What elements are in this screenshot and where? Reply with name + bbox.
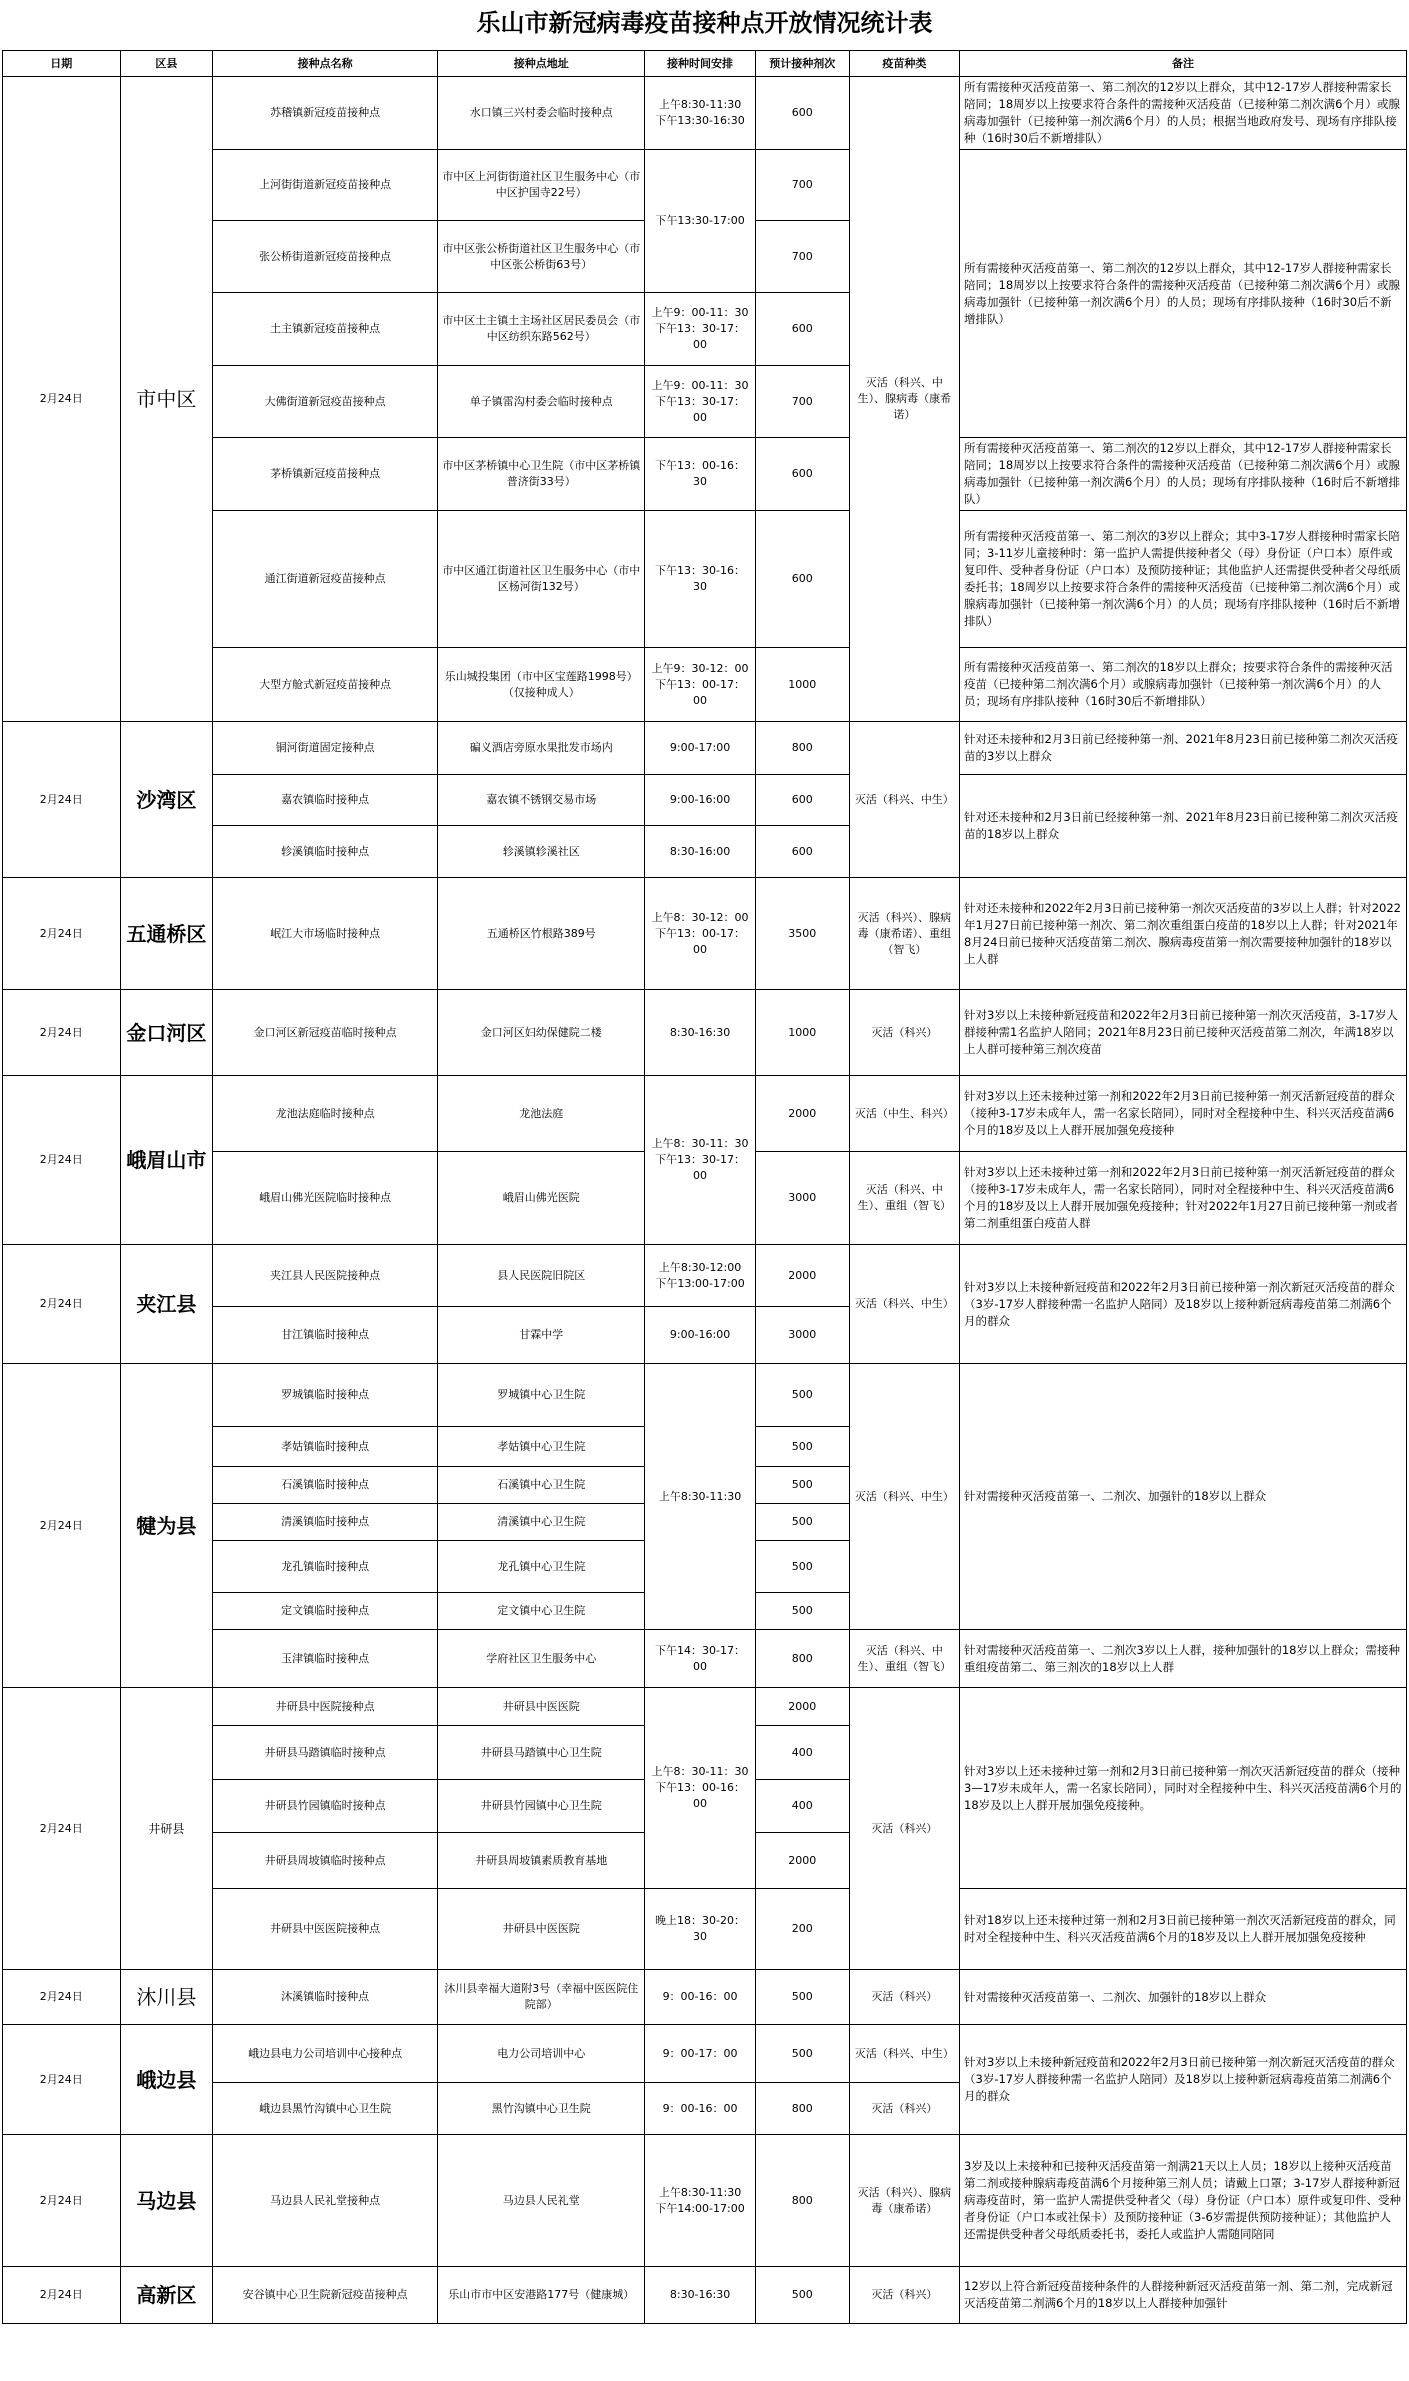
site-name: 通江街道新冠疫苗接种点: [213, 511, 438, 648]
site-address: 五通桥区竹根路389号: [438, 878, 645, 990]
district-cell: 沐川县: [120, 1970, 213, 2025]
time-text: 上午8:30-11:30 下午13:30-16:30: [655, 98, 745, 127]
site-address: 水口镇三兴村委会临时接种点: [438, 77, 645, 150]
site-address: 电力公司培训中心: [438, 2025, 645, 2083]
time-cell: 下午13：00-16：30: [645, 438, 755, 511]
time-cell: [645, 1688, 755, 1889]
doses-cell: 700: [755, 221, 849, 293]
table-row: [3, 1630, 1407, 1688]
site-name: 峨边县电力公司培训中心接种点: [213, 2025, 438, 2083]
table-row: [3, 150, 1407, 221]
district-cell: 犍为县: [120, 1364, 213, 1688]
header-date: 日期: [3, 51, 121, 77]
site-name: 井研县马踏镇临时接种点: [213, 1726, 438, 1780]
doses-cell: 200: [755, 1889, 849, 1970]
time-cell: 上午8:30-11:30: [645, 1364, 755, 1630]
date-cell: 2月24日: [3, 722, 121, 878]
district-cell: 峨边县: [120, 2025, 213, 2135]
doses-cell: 2000: [755, 1245, 849, 1307]
table-row: [3, 878, 1407, 990]
doses-cell: 500: [755, 1364, 849, 1427]
site-address: 市中区上河街街道社区卫生服务中心（市中区护国寺22号）: [438, 150, 645, 221]
site-name: 峨边县黑竹沟镇中心卫生院: [213, 2083, 438, 2135]
doses-cell: 500: [755, 1970, 849, 2025]
remarks-cell: 针对3岁以上还未接种过第一剂和2022年2月3日前已接种第一剂灭活新冠疫苗的群众（接种3-17岁未成年人，需一名家长陪同），同时对全程接种中生、科兴灭活疫苗满6个月的18岁及以上人群开展加强免疫接种: [960, 1076, 1407, 1152]
time-text: 上午8:30-12:00 下午13:00-17:00: [655, 1260, 745, 1290]
remarks-cell: 所有需接种灭活疫苗第一、第二剂次的12岁以上群众，其中12-17岁人群接种需家长陪同；18周岁以上按要求符合条件的需接种灭活疫苗（已接种第二剂次满6个月）或腺病毒加强针（已接种第一剂次满6个月）的人员；根据当地政府发号、现场有序排队接种（16时30后不新增排队）: [960, 77, 1407, 150]
time-cell: 下午13:30-17:00: [645, 150, 755, 293]
remarks-cell: 所有需接种灭活疫苗第一、第二剂次的12岁以上群众，其中12-17岁人群接种需家长陪同；18周岁以上按要求符合条件的需接种灭活疫苗（已接种第二剂次满6个月）或腺病毒加强针（已接种第一剂次满6个月）的人员；现场有序排队接种（16时后不新增排队）: [960, 438, 1407, 511]
doses-cell: 500: [755, 2025, 849, 2083]
site-name: 玉津镇临时接种点: [213, 1630, 438, 1688]
table-row: [3, 2135, 1407, 2267]
district-cell: 峨眉山市: [120, 1076, 213, 1245]
remarks-cell: 所有需接种灭活疫苗第一、第二剂次的3岁以上群众；其中3-17岁人群接种时需家长陪同；3-11岁儿童接种时：第一监护人需提供接种者父（母）身份证（户口本）原件或复印件、受种者身份证（户口本）及预防接种证；其他监护人还需提供受种者父母纸质委托书；18周岁以上按要求符合条件的需接种灭活疫苗（已接种第二剂次满6个月）或腺病毒加强针（已接种第一剂次满6个月）的人员；现场有序排队接种（16时后不新增排队）: [960, 511, 1407, 648]
time-cell: 8:30-16:00: [645, 826, 755, 878]
remarks-cell: 针对需接种灭活疫苗第一、二剂次3岁以上人群，接种加强针的18岁以上群众；需接种重组疫苗第二、第三剂次的18岁以上人群: [960, 1630, 1407, 1688]
time-text: 上午8：30-11：30 下午13：30-17：00: [651, 1137, 749, 1182]
time-cell: 9：00-16：00: [645, 2083, 755, 2135]
doses-cell: 800: [755, 2083, 849, 2135]
table-row: [3, 648, 1407, 722]
time-cell: 9：00-16：00: [645, 1970, 755, 2025]
header-remarks: 备注: [960, 51, 1407, 77]
table-row: [3, 77, 1407, 150]
site-address: 市中区张公桥街道社区卫生服务中心（市中区张公桥街63号）: [438, 221, 645, 293]
site-address: 嘉农镇不锈钢交易市场: [438, 775, 645, 826]
district-cell: 马边县: [120, 2135, 213, 2267]
site-name: 井研县竹园镇临时接种点: [213, 1780, 438, 1833]
site-name: 茅桥镇新冠疫苗接种点: [213, 438, 438, 511]
header-time: 接种时间安排: [645, 51, 755, 77]
date-cell: 2月24日: [3, 878, 121, 990]
remarks-cell: 针对还未接种和2月3日前已经接种第一剂、2021年8月23日前已接种第二剂次灭活疫苗的18岁以上群众: [960, 775, 1407, 878]
site-name: 大佛街道新冠疫苗接种点: [213, 366, 438, 438]
doses-cell: 400: [755, 1780, 849, 1833]
doses-cell: 1000: [755, 648, 849, 722]
doses-cell: 500: [755, 1427, 849, 1467]
vaccine-cell: 灭活（科兴）: [849, 990, 959, 1076]
site-name: 井研县中医医院接种点: [213, 1889, 438, 1970]
doses-cell: 500: [755, 1593, 849, 1630]
site-name: 马边县人民礼堂接种点: [213, 2135, 438, 2267]
date-cell: 2月24日: [3, 2135, 121, 2267]
site-name: 轸溪镇临时接种点: [213, 826, 438, 878]
district-cell: 五通桥区: [120, 878, 213, 990]
table-row: [3, 990, 1407, 1076]
remarks-cell: 针对3岁以上还未接种过第一剂和2月3日前已接种第一剂次灭活新冠疫苗的群众（接种3—17岁未成年人，需一名家长陪同），同时对全程接种中生、科兴灭活疫苗满6个月的18岁及以上人群开展加强免疫接种。: [960, 1688, 1407, 1889]
site-name: 沐溪镇临时接种点: [213, 1970, 438, 2025]
site-name: 上河街街道新冠疫苗接种点: [213, 150, 438, 221]
site-address: 市中区通江街道社区卫生服务中心（市中区杨河街132号）: [438, 511, 645, 648]
date-cell: 2月24日: [3, 1688, 121, 1970]
time-cell: 8:30-16:30: [645, 990, 755, 1076]
site-address: 市中区茅桥镇中心卫生院（市中区茅桥镇普济街33号）: [438, 438, 645, 511]
time-cell: 晚上18：30-20：30: [645, 1889, 755, 1970]
doses-cell: 400: [755, 1726, 849, 1780]
site-address: 乐山城投集团（市中区宝莲路1998号）（仅接种成人）: [438, 648, 645, 722]
doses-cell: 2000: [755, 1076, 849, 1152]
table-row: [3, 1889, 1407, 1970]
remarks-cell: 所有需接种灭活疫苗第一、第二剂次的12岁以上群众，其中12-17岁人群接种需家长陪同；18周岁以上按要求符合条件的需接种灭活疫苗（已接种第二剂次满6个月）或腺病毒加强针（已接种第一剂次满6个月）的人员；现场有序排队接种（16时30后不新增排队）: [960, 150, 1407, 438]
remarks-cell: 12岁以上符合新冠疫苗接种条件的人群接种新冠灭活疫苗第一剂、第二剂，完成新冠灭活疫苗第二剂满6个月的18岁以上人群接种加强针: [960, 2267, 1407, 2324]
site-address: 井研县中医医院: [438, 1889, 645, 1970]
time-cell: [645, 2135, 755, 2267]
vaccine-cell: 灭活（科兴）: [849, 1688, 959, 1970]
site-address: 甘霖中学: [438, 1307, 645, 1364]
doses-cell: 500: [755, 1467, 849, 1504]
doses-cell: 3000: [755, 1152, 849, 1245]
doses-cell: 3500: [755, 878, 849, 990]
header-site-name: 接种点名称: [213, 51, 438, 77]
header-doses: 预计接种剂次: [755, 51, 849, 77]
remarks-cell: 所有需接种灭活疫苗第一、第二剂次的18岁以上群众；按要求符合条件的需接种灭活疫苗（已接种第二剂次满6个月）或腺病毒加强针（已接种第一剂次满6个月）的人员；现场有序排队接种（16时30后不新增排队）: [960, 648, 1407, 722]
site-address: 井研县马踏镇中心卫生院: [438, 1726, 645, 1780]
site-address: 罗城镇中心卫生院: [438, 1364, 645, 1427]
vaccine-cell: 灭活（科兴）: [849, 2267, 959, 2324]
vaccine-cell: 灭活（科兴、中生）: [849, 2025, 959, 2083]
date-cell: 2月24日: [3, 77, 121, 722]
site-address: 马边县人民礼堂: [438, 2135, 645, 2267]
header-row: [3, 51, 1407, 77]
time-cell: 8:30-16:30: [645, 2267, 755, 2324]
doses-cell: 600: [755, 293, 849, 366]
time-text: 上午8：30-11：30 下午13：00-16：00: [651, 1765, 749, 1810]
remarks-cell: 针对需接种灭活疫苗第一、二剂次、加强针的18岁以上群众: [960, 1970, 1407, 2025]
site-name: 罗城镇临时接种点: [213, 1364, 438, 1427]
site-address: 单子镇雷沟村委会临时接种点: [438, 366, 645, 438]
time-cell: [645, 77, 755, 150]
vaccine-cell: 灭活（科兴、中生）: [849, 722, 959, 878]
district-cell: 金口河区: [120, 990, 213, 1076]
time-cell: 9：00-17：00: [645, 2025, 755, 2083]
vaccine-cell: 灭活（科兴）: [849, 2083, 959, 2135]
table-row: [3, 1364, 1407, 1427]
site-name: 甘江镇临时接种点: [213, 1307, 438, 1364]
site-address: 黑竹沟镇中心卫生院: [438, 2083, 645, 2135]
doses-cell: 2000: [755, 1833, 849, 1889]
vaccine-cell: 灭活（中生、科兴）: [849, 1076, 959, 1152]
remarks-cell: 针对3岁以上未接种新冠疫苗和2022年2月3日前已接种第一剂次新冠灭活疫苗的群众（3岁-17岁人群接种需一名监护人陪同）及18岁以上接种新冠病毒疫苗第二剂满6个月的群众: [960, 1245, 1407, 1364]
table-row: [3, 511, 1407, 648]
vaccination-table: [2, 50, 1407, 2324]
doses-cell: 800: [755, 2135, 849, 2267]
date-cell: 2月24日: [3, 990, 121, 1076]
table-row: [3, 2025, 1407, 2083]
doses-cell: 600: [755, 826, 849, 878]
time-cell: 下午13：30-16：30: [645, 511, 755, 648]
page-title: 乐山市新冠病毒疫苗接种点开放情况统计表: [476, 9, 933, 37]
site-address: 孝姑镇中心卫生院: [438, 1427, 645, 1467]
vaccine-cell: 灭活（科兴、中生）: [849, 1364, 959, 1630]
time-text: 上午8：30-12：00 下午13：00-17：00: [651, 910, 749, 956]
time-cell: [645, 648, 755, 722]
vaccine-cell: 灭活（科兴）: [849, 1970, 959, 2025]
table-row: [3, 1076, 1407, 1152]
header-vaccine: 疫苗种类: [849, 51, 959, 77]
doses-cell: 800: [755, 722, 849, 775]
site-address: 市中区土主镇土主场社区居民委员会（市中区纺织东路562号）: [438, 293, 645, 366]
remarks-cell: 针对还未接种和2022年2月3日前已接种第一剂次灭活疫苗的3岁以上人群；针对2022年1月27日前已接种第一剂次、第二剂次重组蛋白疫苗的18岁以上人群；针对2021年8月24日前已接种灭活疫苗第二剂次、腺病毒疫苗第一剂次需要接种加强针的18岁以上人群: [960, 878, 1407, 990]
table-row: [3, 1688, 1407, 1726]
vaccine-cell: 灭活（科兴、中生）、重组（智飞）: [849, 1152, 959, 1245]
vaccine-cell: 灭活（科兴、中生）、重组（智飞）: [849, 1630, 959, 1688]
remarks-cell: 针对3岁以上未接种新冠疫苗和2022年2月3日前已接种第一剂次灭活疫苗，3-17岁人群接种需1名监护人陪同；2021年8月23日前已接种灭活疫苗第二剂次，年满18岁以上人群可接种第三剂次疫苗: [960, 990, 1407, 1076]
site-name: 龙池法庭临时接种点: [213, 1076, 438, 1152]
site-address: 碥义酒店旁原水果批发市场内: [438, 722, 645, 775]
vaccine-cell: 灭活（科兴）、腺病毒（康希诺）: [849, 2135, 959, 2267]
site-name: 岷江大市场临时接种点: [213, 878, 438, 990]
site-address: 定文镇中心卫生院: [438, 1593, 645, 1630]
remarks-cell: 3岁及以上未接种和已接种灭活疫苗第一剂满21天以上人员；18岁以上接种灭活疫苗第二剂或接种腺病毒疫苗满6个月接种第三剂人员；请戴上口罩；3-17岁人群接种新冠病毒疫苗时，第一监护人需提供受种者父（母）身份证（户口本）原件或复印件、受种者身份证（户口本或社保卡）及预防接种证（3-6岁需提供预防接种证）；其他监护人还需提供受种者父母纸质委托书，委托人或监护人需随同陪同: [960, 2135, 1407, 2267]
doses-cell: 600: [755, 775, 849, 826]
site-address: 峨眉山佛光医院: [438, 1152, 645, 1245]
time-cell: 9:00-16:00: [645, 1307, 755, 1364]
vaccine-cell: 灭活（科兴）、腺病毒（康希诺）、重组（智飞）: [849, 878, 959, 990]
remarks-cell: 针对3岁以上还未接种过第一剂和2022年2月3日前已接种第一剂灭活新冠疫苗的群众（接种3-17岁未成年人，需一名家长陪同），同时对全程接种中生、科兴灭活疫苗满6个月的18岁及以上人群开展加强免疫接种；针对2022年1月27日前已接种第一剂或者第二剂重组蛋白疫苗人群: [960, 1152, 1407, 1245]
site-name: 铜河街道固定接种点: [213, 722, 438, 775]
site-name: 土主镇新冠疫苗接种点: [213, 293, 438, 366]
header-site-address: 接种点地址: [438, 51, 645, 77]
site-address: 轸溪镇轸溪社区: [438, 826, 645, 878]
doses-cell: 600: [755, 77, 849, 150]
site-name: 安谷镇中心卫生院新冠疫苗接种点: [213, 2267, 438, 2324]
site-name: 张公桥街道新冠疫苗接种点: [213, 221, 438, 293]
site-name: 井研县周坡镇临时接种点: [213, 1833, 438, 1889]
table-row: [3, 1245, 1407, 1307]
remarks-cell: 针对还未接种和2月3日前已经接种第一剂、2021年8月23日前已接种第二剂次灭活疫苗的3岁以上群众: [960, 722, 1407, 775]
site-address: 沐川县幸福大道附3号（幸福中医医院住院部）: [438, 1970, 645, 2025]
site-name: 大型方舱式新冠疫苗接种点: [213, 648, 438, 722]
doses-cell: 500: [755, 1504, 849, 1541]
table-row: [3, 438, 1407, 511]
time-cell: 9:00-17:00: [645, 722, 755, 775]
district-cell: 市中区: [120, 77, 213, 722]
table-row: [3, 1970, 1407, 2025]
date-cell: 2月24日: [3, 1970, 121, 2025]
doses-cell: 600: [755, 438, 849, 511]
remarks-cell: 针对18岁以上还未接种过第一剂和2月3日前已接种第一剂次灭活新冠疫苗的群众，同时对全程接种中生、科兴灭活疫苗满6个月的18岁及以上人群开展加强免疫接种: [960, 1889, 1407, 1970]
doses-cell: 700: [755, 366, 849, 438]
date-cell: 2月24日: [3, 1245, 121, 1364]
time-cell: [645, 1245, 755, 1307]
table-row: [3, 775, 1407, 826]
time-cell: 9:00-16:00: [645, 775, 755, 826]
time-cell: 下午14：30-17：00: [645, 1630, 755, 1688]
site-address: 井研县竹园镇中心卫生院: [438, 1780, 645, 1833]
doses-cell: 800: [755, 1630, 849, 1688]
site-name: 石溪镇临时接种点: [213, 1467, 438, 1504]
doses-cell: 600: [755, 511, 849, 648]
site-name: 苏稽镇新冠疫苗接种点: [213, 77, 438, 150]
site-address: 金口河区妇幼保健院二楼: [438, 990, 645, 1076]
district-cell: 高新区: [120, 2267, 213, 2324]
time-cell: [645, 293, 755, 366]
remarks-cell: 针对需接种灭活疫苗第一、二剂次、加强针的18岁以上群众: [960, 1364, 1407, 1630]
site-name: 清溪镇临时接种点: [213, 1504, 438, 1541]
time-cell: [645, 366, 755, 438]
site-address: 井研县周坡镇素质教育基地: [438, 1833, 645, 1889]
date-cell: 2月24日: [3, 1076, 121, 1245]
site-name: 嘉农镇临时接种点: [213, 775, 438, 826]
site-address: 县人民医院旧院区: [438, 1245, 645, 1307]
site-address: 龙池法庭: [438, 1076, 645, 1152]
doses-cell: 700: [755, 150, 849, 221]
doses-cell: 2000: [755, 1688, 849, 1726]
vaccine-cell: 灭活（科兴、中生）、腺病毒（康希诺）: [849, 77, 959, 722]
site-name: 峨眉山佛光医院临时接种点: [213, 1152, 438, 1245]
time-cell: [645, 878, 755, 990]
date-cell: 2月24日: [3, 1364, 121, 1688]
time-text: 上午9：00-11：30 下午13：30-17：00: [651, 306, 749, 351]
time-cell: [645, 1076, 755, 1245]
district-cell: 夹江县: [120, 1245, 213, 1364]
vaccine-cell: 灭活（科兴、中生）: [849, 1245, 959, 1364]
time-text: 上午9：00-11：30 下午13：30-17：00: [651, 378, 749, 424]
doses-cell: 500: [755, 2267, 849, 2324]
site-name: 龙孔镇临时接种点: [213, 1541, 438, 1593]
site-name: 井研县中医院接种点: [213, 1688, 438, 1726]
site-name: 定文镇临时接种点: [213, 1593, 438, 1630]
site-address: 石溪镇中心卫生院: [438, 1467, 645, 1504]
site-address: 龙孔镇中心卫生院: [438, 1541, 645, 1593]
time-text: 上午9：30-12：00 下午13：00-17：00: [651, 661, 749, 707]
doses-cell: 3000: [755, 1307, 849, 1364]
header-district: 区县: [120, 51, 213, 77]
site-name: 金口河区新冠疫苗临时接种点: [213, 990, 438, 1076]
table-row: [3, 722, 1407, 775]
district-cell: 沙湾区: [120, 722, 213, 878]
site-address: 乐山市市中区安港路177号（健康城）: [438, 2267, 645, 2324]
site-address: 井研县中医医院: [438, 1688, 645, 1726]
date-cell: 2月24日: [3, 2025, 121, 2135]
remarks-cell: 针对3岁以上未接种新冠疫苗和2022年2月3日前已接种第一剂次新冠灭活疫苗的群众（3岁-17岁人群接种需一名监护人陪同）及18岁以上接种新冠病毒疫苗第二剂满6个月的群众: [960, 2025, 1407, 2135]
date-cell: 2月24日: [3, 2267, 121, 2324]
site-name: 孝姑镇临时接种点: [213, 1427, 438, 1467]
doses-cell: 1000: [755, 990, 849, 1076]
time-text: 上午8:30-11:30 下午14:00-17:00: [655, 2185, 745, 2215]
table-row: [3, 2267, 1407, 2324]
district-cell: 井研县: [120, 1688, 213, 1970]
site-address: 学府社区卫生服务中心: [438, 1630, 645, 1688]
site-address: 清溪镇中心卫生院: [438, 1504, 645, 1541]
site-name: 夹江县人民医院接种点: [213, 1245, 438, 1307]
doses-cell: 500: [755, 1541, 849, 1593]
